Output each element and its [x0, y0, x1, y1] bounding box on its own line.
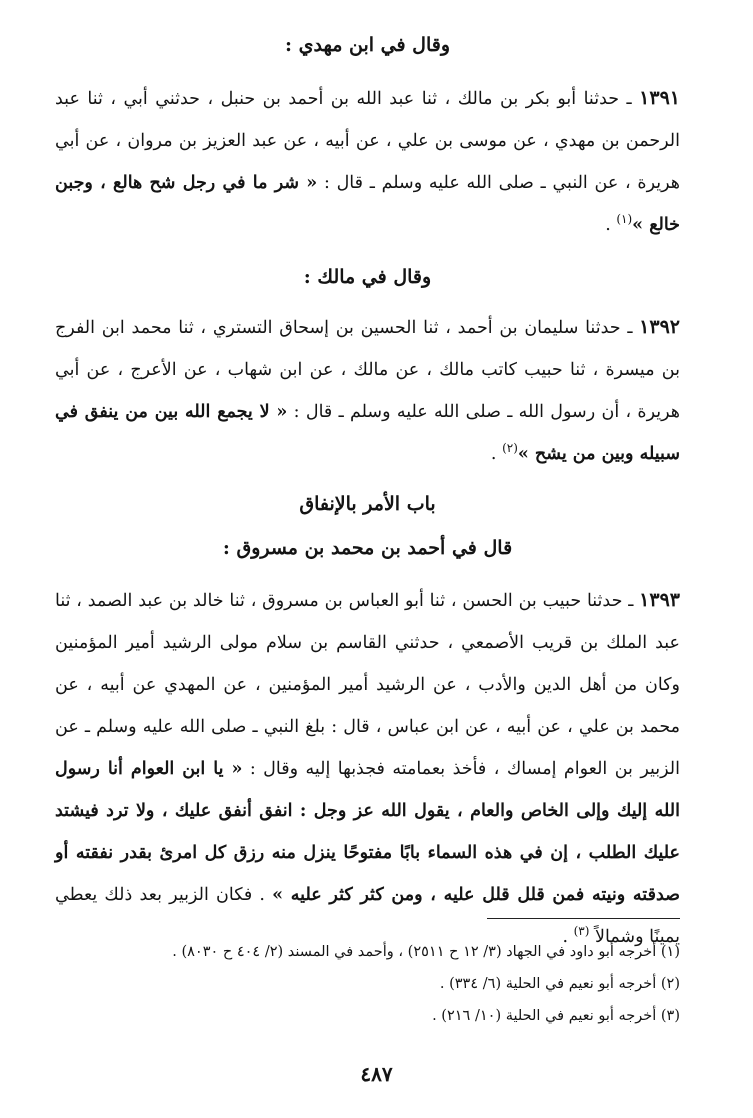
footnote-ref: (١)	[616, 212, 633, 227]
page-number: ٤٨٧	[360, 1062, 393, 1086]
footnote-3: (٣) أخرجه أبو نعيم في الحلية (١٠/ ٢١٦) .	[432, 1008, 680, 1024]
footnotes	[55, 936, 680, 1032]
hadith-quote: « يا ابن العوام أنا رسول الله إليك وإلى الخاص والعام ، يقول الله عز وجل : انفق أنفق عليك ، ولا ترد فيشتد عليك الطلب ، إن في هذه السماء بابًا مفتوحًا ينزل منه رزق كل امرئ بقدر نفقته أو صدقته ونيته فمن قلل قلل عليه ، ومن كثر كثر عليه »	[55, 759, 681, 905]
footnote-1: (١) أخرجه أبو داود في الجهاد (٣/ ١٢ ح ٢٥١١) ، وأحمد في المسند (٢/ ٤٠٤ ح ٨٠٣٠) .	[172, 944, 680, 960]
section-heading-ibn-mahdi: وقال في ابن مهدي :	[284, 34, 451, 56]
footnote-2: (٢) أخرجه أبو نعيم في الحلية (٦/ ٣٣٤) .	[439, 976, 680, 992]
hadith-text: ـ حدثنا سليمان بن أحمد ، ثنا الحسين بن إسحاق التستري ، ثنا محمد ابن الفرج بن ميسرة ، ثنا حبيب كاتب مالك ، عن مالك ، عن ابن شهاب ، عن الأعرج ، عن أبي هريرة ، أن رسول الله ـ صلى الله عليه وسلم ـ قال :	[55, 318, 680, 422]
hadith-end: .	[490, 444, 503, 464]
footnote-ref: (٢)	[502, 441, 518, 456]
hadith-number: ١٣٩٣	[639, 589, 680, 611]
footnote-ref: (٣)	[573, 924, 590, 939]
hadith-1393	[55, 579, 680, 958]
hadith-number: ١٣٩٢	[639, 316, 680, 338]
hadith-text: ـ حدثنا أبو بكر بن مالك ، ثنا عبد الله بن أحمد بن حنبل ، حدثني أبي ، ثنا عبد الرحمن بن مهدي ، عن موسى بن علي ، عن أبيه ، عن عبد العزيز بن مروان ، عن أبي هريرة ، عن النبي ـ صلى الله عليه وسلم ـ قال :	[55, 89, 680, 193]
hadith-quote: « شر ما في رجل شح هالع ، وجبن خالع »	[55, 173, 680, 235]
hadith-1392	[55, 306, 680, 475]
chapter-subheading: قال في أحمد بن محمد بن مسروق :	[222, 537, 513, 559]
footnote-divider	[487, 918, 680, 919]
hadith-end: .	[605, 215, 617, 235]
hadith-number: ١٣٩١	[639, 87, 680, 109]
page-body	[55, 22, 680, 958]
section-heading-malik: وقال في مالك :	[303, 266, 432, 288]
hadith-after: . فكان الزبير بعد ذلك يعطي يمينًا وشمالاً	[55, 885, 680, 947]
hadith-1391	[55, 77, 680, 246]
hadith-end: .	[562, 927, 574, 947]
chapter-title: باب الأمر بالإنفاق	[299, 493, 436, 515]
hadith-text: ـ حدثنا حبيب بن الحسن ، ثنا أبو العباس بن مسروق ، ثنا خالد بن عبد الصمد ، ثنا عبد الملك بن قريب الأصمعي ، حدثني القاسم بن سلام مولى الرشيد أمير المؤمنين وكان من أهل الدين والأدب ، عن الرشيد أمير المؤمنين ، عن المهدي عن أبيه ، عن محمد بن علي ، عن أبيه ، عن ابن عباس ، قال : بلغ النبي ـ صلى الله عليه وسلم ـ عن الزبير بن العوام إمساك ، فأخذ بعمامته فجذبها إليه وقال :	[55, 591, 680, 779]
hadith-quote: « لا يجمع الله بين من ينفق في سبيله وبين من يشح »	[55, 402, 680, 464]
